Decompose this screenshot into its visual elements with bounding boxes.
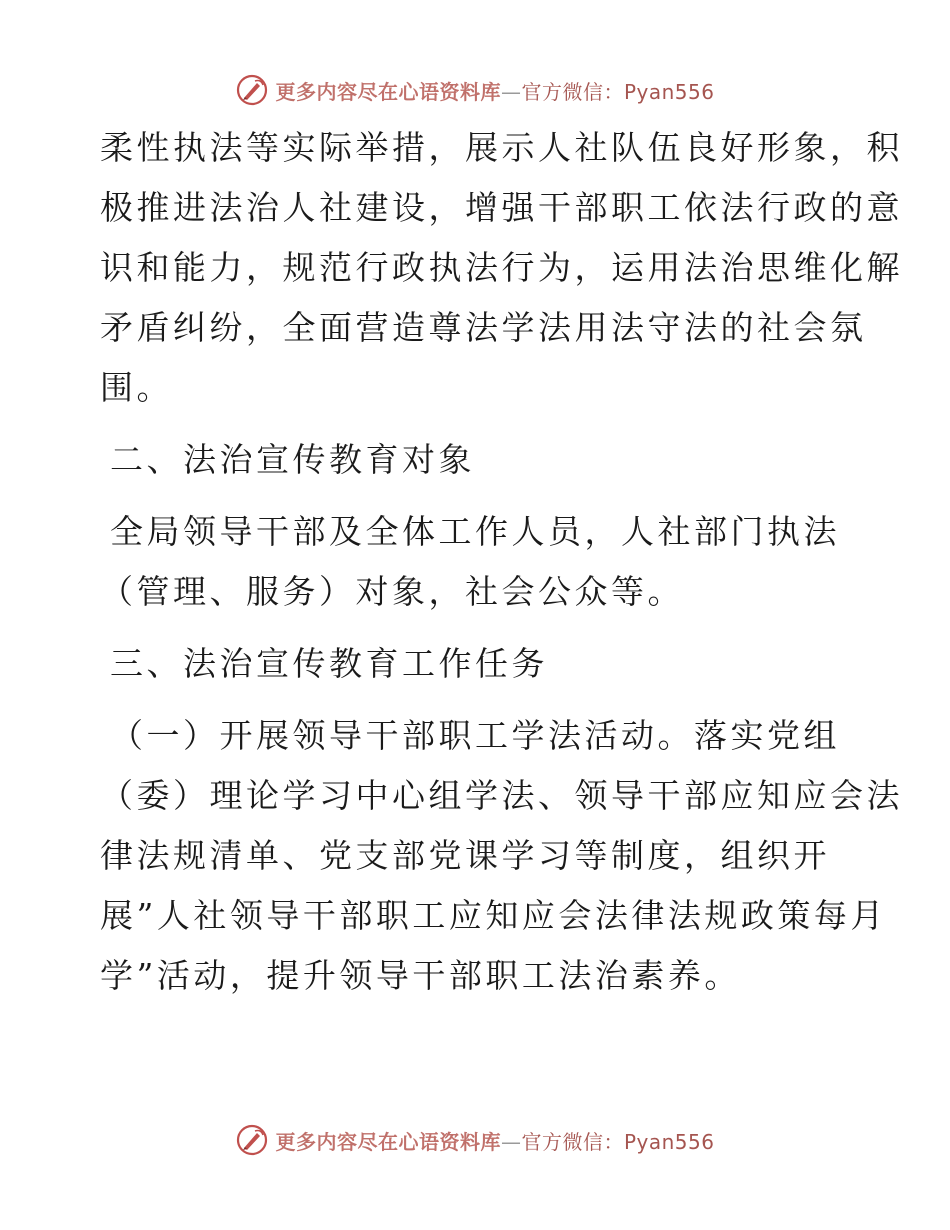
text-line: 矛盾纠纷，全面营造尊法学法用法守法的社会氛 (100, 308, 867, 347)
text-line: （一）开展领导干部职工学法活动。落实党组 (110, 716, 840, 755)
text-line: （管理、服务）对象，社会公众等。 (100, 572, 684, 611)
text-line: 极推进法治人社建设，增强干部职工依法行政的意 (100, 188, 903, 227)
section-heading-2 (100, 430, 850, 490)
pen-logo-icon (235, 73, 269, 107)
document-body (100, 118, 903, 1006)
text-line: 柔性执法等实际举措，展示人社队伍良好形象，积 (100, 128, 903, 167)
watermark-text (275, 1126, 714, 1155)
watermark-main: 更多内容尽在心语资料库 (275, 79, 501, 104)
text-line: 全局领导干部及全体工作人员，人社部门执法 (110, 512, 840, 551)
text-line: 展”人社领导干部职工应知应会法律法规政策每月 (100, 896, 887, 935)
watermark-separator: — (500, 1129, 522, 1154)
watermark-separator: — (500, 79, 522, 104)
watermark-text (275, 76, 714, 105)
watermark-contact: 官方微信：Pyan556 (521, 79, 715, 104)
heading-text: 二、法治宣传教育对象 (110, 440, 475, 479)
paragraph-task-1 (100, 706, 903, 1006)
text-line: 识和能力，规范行政执法行为，运用法治思维化解 (100, 248, 903, 287)
heading-text: 三、法治宣传教育工作任务 (110, 644, 548, 683)
watermark-main: 更多内容尽在心语资料库 (275, 1129, 501, 1154)
text-line: 律法规清单、党支部党课学习等制度，组织开 (100, 836, 830, 875)
text-line: （委）理论学习中心组学法、领导干部应知应会法 (100, 776, 903, 815)
watermark-contact: 官方微信：Pyan556 (521, 1129, 715, 1154)
text-line: 围。 (100, 368, 173, 407)
paragraph-intro-continuation (100, 118, 903, 418)
text-line: 学”活动，提升领导干部职工法治素养。 (100, 956, 741, 995)
pen-logo-icon (235, 1123, 269, 1157)
section-heading-3 (100, 634, 850, 694)
header-watermark (0, 72, 950, 108)
paragraph-targets (100, 502, 850, 622)
footer-watermark (0, 1122, 950, 1158)
